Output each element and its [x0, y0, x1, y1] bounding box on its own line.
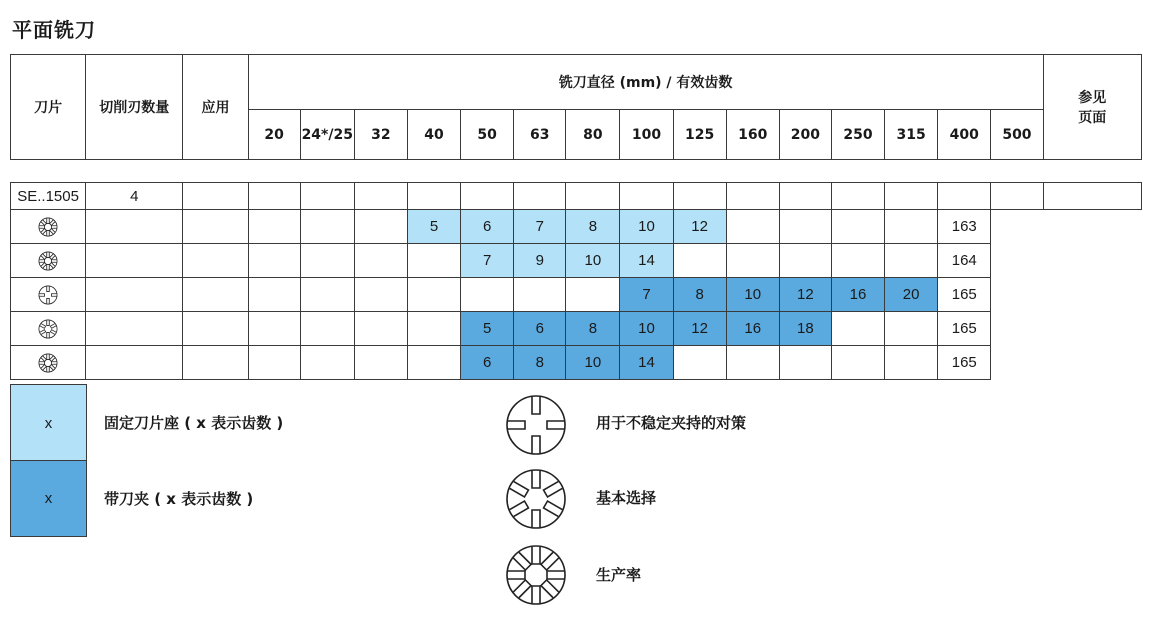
diameter-header: 160 — [726, 110, 779, 160]
application-cell — [11, 312, 86, 346]
header-see-page-line1: 参见 — [1078, 90, 1107, 106]
legend-fine-label: 生产率 — [596, 566, 642, 584]
empty-cell — [991, 183, 1043, 210]
coarse-pitch-icon — [504, 393, 568, 461]
diameter-header: 32 — [354, 110, 407, 160]
teeth-count-cell — [407, 244, 460, 278]
empty-cell — [183, 183, 248, 210]
teeth-count-cell — [461, 278, 514, 312]
teeth-count-cell: 7 — [514, 210, 566, 244]
cutter-outline — [39, 217, 57, 235]
empty-cell — [461, 183, 514, 210]
cutter-outline — [39, 285, 57, 303]
teeth-count-cell — [726, 346, 779, 380]
teeth-count-cell: 8 — [514, 346, 566, 380]
empty-cell — [620, 183, 673, 210]
header-insert: 刀片 — [11, 55, 86, 160]
teeth-count-cell: 6 — [461, 346, 514, 380]
teeth-count-cell — [885, 244, 938, 278]
teeth-count-cell: 8 — [566, 312, 620, 346]
teeth-count-cell — [885, 346, 938, 380]
teeth-count-cell — [831, 312, 884, 346]
insert-code: SE..1505 — [11, 183, 86, 210]
teeth-count-cell — [885, 210, 938, 244]
teeth-count-cell: 12 — [779, 278, 831, 312]
empty-cell — [885, 183, 938, 210]
teeth-count-cell: 10 — [566, 244, 620, 278]
teeth-count-cell — [354, 346, 407, 380]
teeth-count-cell — [86, 278, 183, 312]
diameter-header: 500 — [991, 110, 1043, 160]
teeth-count-cell: 20 — [885, 278, 938, 312]
header-application: 应用 — [183, 55, 248, 160]
fine-pitch-icon — [38, 353, 58, 373]
teeth-count-cell — [183, 312, 248, 346]
page-title: 平面铣刀 — [12, 18, 96, 42]
teeth-count-cell — [354, 278, 407, 312]
teeth-count-cell — [183, 278, 248, 312]
legend-fixed-label: 固定刀片座 ( x 表示齿数 ) — [104, 414, 284, 432]
cutter-outline — [507, 470, 565, 528]
teeth-count-cell — [407, 312, 460, 346]
coarse-pitch-icon — [38, 285, 58, 305]
diameter-header: 50 — [461, 110, 514, 160]
coarse-pitch-icon-svg — [504, 393, 568, 457]
blank-row — [11, 183, 1142, 210]
teeth-count-cell — [86, 210, 183, 244]
legend-cassette-swatch: x — [10, 460, 87, 537]
normal-pitch-icon — [504, 467, 568, 535]
application-cell — [11, 346, 86, 380]
empty-cell — [566, 183, 620, 210]
teeth-count-cell — [726, 244, 779, 278]
teeth-count-cell — [779, 210, 831, 244]
teeth-count-cell — [248, 312, 300, 346]
teeth-count-cell: 16 — [726, 312, 779, 346]
teeth-count-cell — [86, 244, 183, 278]
diameter-header: 80 — [566, 110, 620, 160]
teeth-count-cell — [779, 244, 831, 278]
empty-cell — [831, 183, 884, 210]
normal-pitch-icon-svg — [504, 467, 568, 531]
cutter-outline — [39, 319, 57, 337]
empty-cell — [300, 183, 354, 210]
teeth-count-cell: 7 — [461, 244, 514, 278]
teeth-count-cell — [514, 278, 566, 312]
teeth-count-cell — [726, 210, 779, 244]
diameter-header: 40 — [407, 110, 460, 160]
cutter-outline — [39, 353, 57, 371]
page-reference: 165 — [938, 278, 991, 312]
teeth-count-cell: 18 — [779, 312, 831, 346]
teeth-count-cell — [300, 346, 354, 380]
empty-cell — [779, 183, 831, 210]
teeth-count-cell — [885, 312, 938, 346]
diameter-header: 315 — [885, 110, 938, 160]
legend-cassette-label: 带刀夹 ( x 表示齿数 ) — [104, 490, 254, 508]
empty-cell — [514, 183, 566, 210]
teeth-count-cell — [300, 210, 354, 244]
diameter-header: 125 — [673, 110, 726, 160]
teeth-count-cell: 14 — [620, 244, 673, 278]
teeth-count-cell — [354, 210, 407, 244]
teeth-count-cell: 16 — [831, 278, 884, 312]
legend-fixed-swatch: x — [10, 384, 87, 462]
empty-cell — [248, 183, 300, 210]
fine-pitch-icon-svg — [504, 543, 568, 607]
teeth-count-cell — [407, 346, 460, 380]
teeth-count-cell: 5 — [461, 312, 514, 346]
table-row — [11, 210, 1142, 244]
empty-cell — [673, 183, 726, 210]
cutter-outline — [507, 396, 565, 454]
milling-cutter-table — [10, 54, 1142, 380]
teeth-count-cell: 10 — [726, 278, 779, 312]
header-diameter: 铣刀直径 (mm) / 有效齿数 — [248, 55, 1043, 110]
page-reference: 163 — [938, 210, 991, 244]
teeth-count-cell: 12 — [673, 312, 726, 346]
diameter-header: 250 — [831, 110, 884, 160]
table-row — [11, 346, 1142, 380]
header-see-page-line2: 页面 — [1078, 110, 1107, 126]
teeth-count-cell — [673, 346, 726, 380]
page-reference: 165 — [938, 312, 991, 346]
teeth-count-cell: 5 — [407, 210, 460, 244]
teeth-count-cell: 9 — [514, 244, 566, 278]
table-row — [11, 312, 1142, 346]
header-see-page — [1043, 55, 1141, 160]
spacer-row — [11, 160, 1142, 183]
teeth-count-cell — [86, 312, 183, 346]
empty-cell — [726, 183, 779, 210]
empty-cell — [1043, 183, 1141, 210]
table-row — [11, 244, 1142, 278]
teeth-count-cell: 10 — [620, 312, 673, 346]
teeth-count-cell — [673, 244, 726, 278]
fine-pitch-icon — [504, 543, 568, 611]
application-cell — [11, 278, 86, 312]
empty-cell — [407, 183, 460, 210]
teeth-count-cell: 10 — [566, 346, 620, 380]
teeth-count-cell — [183, 210, 248, 244]
teeth-count-cell — [300, 278, 354, 312]
teeth-count-cell — [831, 244, 884, 278]
diameter-header: 24*/25 — [300, 110, 354, 160]
legend-coarse-label: 用于不稳定夹持的对策 — [596, 414, 747, 432]
teeth-count-cell: 14 — [620, 346, 673, 380]
empty-cell — [938, 183, 991, 210]
teeth-count-cell — [86, 346, 183, 380]
header-cutting-edges: 切削刃数量 — [86, 55, 183, 160]
normal-pitch-icon — [38, 319, 58, 339]
diameter-header: 20 — [248, 110, 300, 160]
teeth-count-cell: 12 — [673, 210, 726, 244]
edge-count: 4 — [86, 183, 183, 210]
diameter-header: 100 — [620, 110, 673, 160]
teeth-count-cell: 7 — [620, 278, 673, 312]
cutter-outline — [507, 546, 565, 604]
teeth-count-cell: 8 — [566, 210, 620, 244]
page-reference: 164 — [938, 244, 991, 278]
teeth-count-cell — [566, 278, 620, 312]
teeth-count-cell — [248, 346, 300, 380]
application-cell — [11, 210, 86, 244]
teeth-count-cell — [407, 278, 460, 312]
teeth-count-cell — [183, 244, 248, 278]
table-row — [11, 278, 1142, 312]
fine-pitch-icon — [38, 217, 58, 237]
teeth-count-cell — [183, 346, 248, 380]
diameter-header: 200 — [779, 110, 831, 160]
teeth-count-cell — [248, 278, 300, 312]
application-cell — [11, 244, 86, 278]
teeth-count-cell: 10 — [620, 210, 673, 244]
fine-pitch-icon — [38, 251, 58, 271]
empty-cell — [354, 183, 407, 210]
teeth-count-cell — [248, 244, 300, 278]
page-reference: 165 — [938, 346, 991, 380]
teeth-count-cell: 8 — [673, 278, 726, 312]
teeth-count-cell — [300, 244, 354, 278]
legend-normal-label: 基本选择 — [596, 489, 657, 507]
teeth-count-cell — [831, 346, 884, 380]
teeth-count-cell — [831, 210, 884, 244]
teeth-count-cell: 6 — [461, 210, 514, 244]
cutter-outline — [39, 251, 57, 269]
teeth-count-cell: 6 — [514, 312, 566, 346]
diameter-header: 400 — [938, 110, 991, 160]
diameter-header: 63 — [514, 110, 566, 160]
teeth-count-cell — [248, 210, 300, 244]
teeth-count-cell — [354, 244, 407, 278]
teeth-count-cell — [300, 312, 354, 346]
teeth-count-cell — [779, 346, 831, 380]
teeth-count-cell — [354, 312, 407, 346]
